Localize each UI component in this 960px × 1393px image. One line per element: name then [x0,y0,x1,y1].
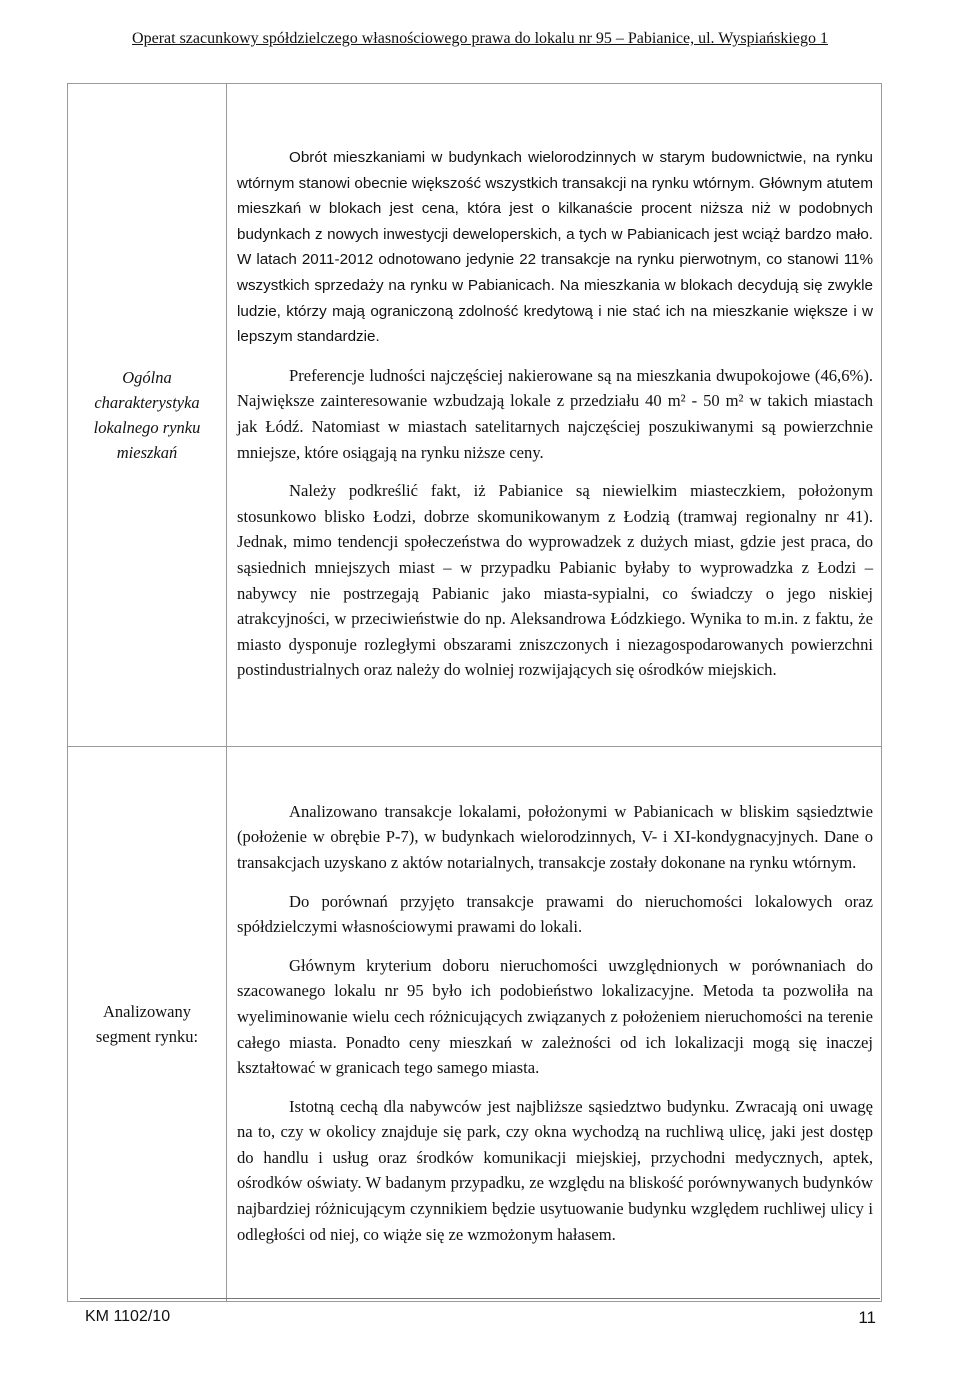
paragraph: Preferencje ludności najczęściej nakierowane są na mieszkania dwupokojowe (46,6%). Największe zainteresowanie wzbudzają lokale z przedziału 40 m² - 50 m² w takich miastach jak Łódź. Natomiast w miastach satelitarnych najczęściej poszukiwanymi są powierzchnie mniejsze, które osiągają na rynku niższe ceny. [237,365,873,462]
paragraph: Do porównań przyjęto transakcje prawami do nieruchomości lokalowych oraz spółdzielczymi własnościowymi prawami do lokali. [237,891,873,937]
section-content-market [227,84,882,747]
section-content-segment [227,747,882,1302]
page-footer [85,1308,876,1330]
section-label-segment: Analizowany segment rynku: [68,747,227,1302]
paragraph: Należy podkreślić fakt, iż Pabianice są niewielkim miasteczkiem, położonym stosunkowo blisko Łodzi, dobrze skomunikowanym z Łodzią (tramwaj regionalny nr 41). Jednak, mimo tendencji społeczeństwa do wyprowadzek z dużych miast, gdzie jest praca, do sąsiednich mniejszych miast – w przypadku Pabianic byłaby to wyprowadzka z Łodzi – nabywcy nie postrzegają Pabianic jako miasta-sypialni, co świadczy o jego niskiej atrakcyjności, w przeciwieństwie do np. Aleksandrowa Łódzkiego. Wynika to m.in. z faktu, że miasto dysponuje rozległymi obszarami zniszczonych i niezagospodarowanych powierzchni postindustrialnych oraz należy do wolniej rozwijających się ośrodków miejskich. [237,481,873,680]
appraisal-table [67,83,882,1302]
page-header-title: Operat szacunkowy spółdzielczego własnościowego prawa do lokalu nr 95 – Pabianice, ul. Wyspiańskiego 1 [132,30,828,47]
table-row [68,747,882,1302]
footer-divider [80,1298,880,1299]
section-label-market: Ogólna charakterystyka lokalnego rynku mieszkań [68,84,227,747]
paragraph: Głównym kryterium doboru nieruchomości uwzględnionych w porównaniach do szacowanego lokalu nr 95 było ich podobieństwo lokalizacyjne. Metoda ta pozwoliła na wyeliminowanie wielu cech różnicujących związanych z położeniem nieruchomości na terenie całego miasta. Ponadto ceny mieszkań w zależności od ich lokalizacji mogą się inaczej kształtować w granicach tego samego miasta. [237,955,873,1078]
paragraph: Obrót mieszkaniami w budynkach wielorodzinnych w starym budownictwie, na rynku wtórnym stanowi obecnie większość wszystkich transakcji na rynku wtórnym. Głównym atutem mieszkań w blokach jest cena, która jest o kilkanaście procent niższa niż w podobnych budynkach z nowych inwestycji deweloperskich, a tych w Pabianicach jest wciąż bardzo mało. W latach 2011-2012 odnotowano jedynie 22 transakcje na rynku pierwotnym, co stanowi 11% wszystkich sprzedaży na rynku w Pabianicach. Na mieszkania w blokach decydują się zwykle ludzie, którzy mają ograniczoną zdolność kredytową i nie stać ich na mieszkanie większe i w lepszym standardzie. [237,149,873,346]
paragraph: Analizowano transakcje lokalami, położonymi w Pabianicach w bliskim sąsiedztwie (położenie w obrębie P-7), w budynkach wielorodzinnych, V- i XI-kondygnacyjnych. Dane o transakcjach uzyskano z aktów notarialnych, transakcje zostały dokonane na rynku wtórnym. [237,801,873,872]
page-number: 11 [858,1308,876,1327]
document-number: KM 1102/10 [85,1308,171,1325]
table-row [68,84,882,747]
paragraph: Istotną cechą dla nabywców jest najbliższe sąsiedztwo budynku. Zwracają oni uwagę na to, czy w okolicy znajduje się park, czy okna wychodzą na ruchliwą ulicę, jaki jest dostęp do handlu i usług oraz środków komunikacji miejskiej, przychodni medycznych, aptek, ośrodków oświaty. W badanym przypadku, ze względu na bliskość porównywanych budynków najbardziej różnicującym czynnikiem będzie usytuowanie budynku względem ruchliwej ulicy i odległości od niej, co wiąże się ze wzmożonym hałasem. [237,1096,873,1244]
